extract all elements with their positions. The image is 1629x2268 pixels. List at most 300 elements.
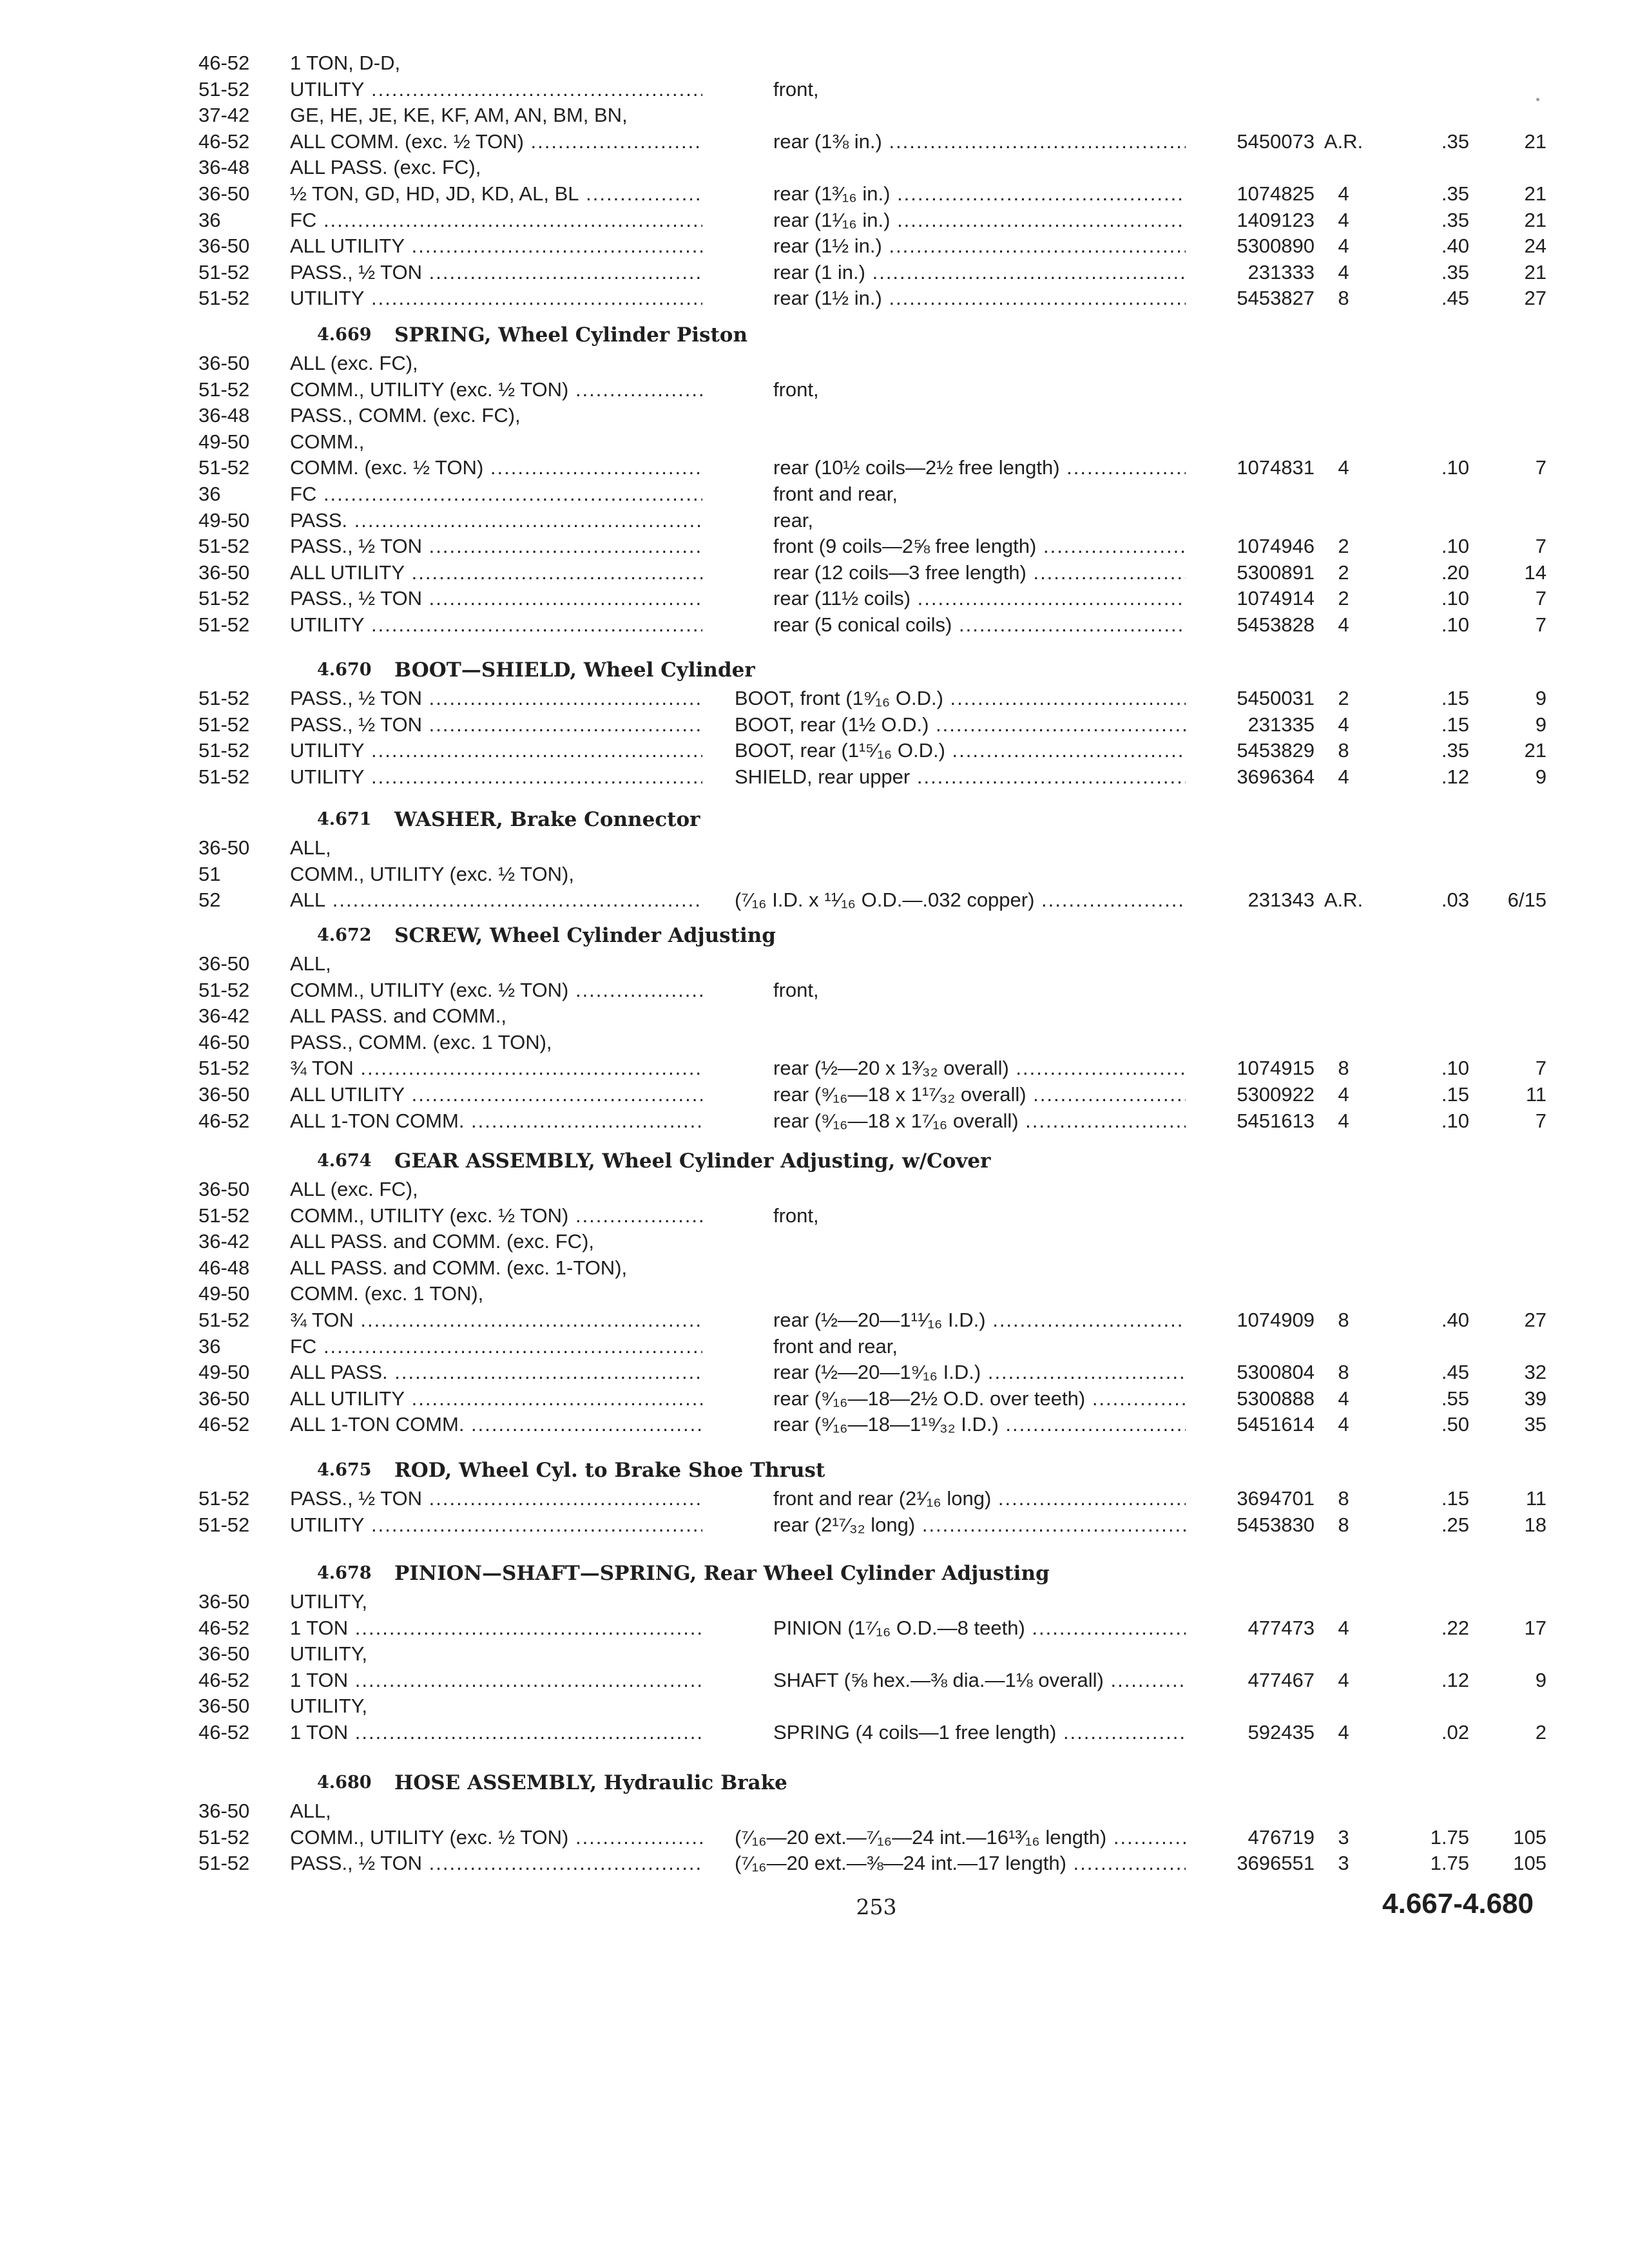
model-years: 36-42 [198,1230,250,1253]
parts-row [0,1667,1629,1693]
section-title: SCREW, Wheel Cylinder Adjusting [394,924,776,947]
list-price: 21 [1524,182,1547,205]
scan-speck [1536,98,1539,101]
dealer-price: 1.75 [1430,1852,1469,1874]
model-applicability: PASS., ½ TON ..... [290,712,702,738]
list-price: 7 [1535,1057,1547,1079]
list-price: 7 [1535,613,1547,636]
parts-row [0,181,1629,207]
model-applicability: COMM., UTILITY (exc. ½ TON) ..... [290,377,702,403]
quantity: 3 [1338,1826,1349,1849]
list-price: 39 [1524,1387,1547,1410]
model-applicability: PASS., COMM. (exc. FC), [290,404,521,427]
part-description: front, [773,78,819,101]
section-heading [0,1769,1629,1797]
parts-row [0,129,1629,155]
quantity: 8 [1338,287,1349,309]
parts-row [0,1486,1629,1512]
model-years: 46-52 [198,1721,250,1744]
list-price: 2 [1535,1721,1547,1744]
model-applicability: UTILITY ..... [290,738,702,764]
model-years: 36-50 [198,352,250,374]
part-description: BOOT, rear (1½ O.D.) ..... [735,712,1186,738]
quantity: 8 [1338,1514,1349,1536]
model-applicability: PASS., COMM. (exc. 1 TON), [290,1031,552,1053]
list-price: 21 [1524,130,1547,153]
parts-row [0,861,1629,887]
model-applicability: ALL, [290,1800,331,1822]
parts-row [0,1334,1629,1360]
model-years: 46-52 [198,1110,250,1132]
model-years: 36-42 [198,1004,250,1027]
parts-row [0,1693,1629,1719]
parts-row [0,1615,1629,1641]
quantity: 2 [1338,587,1349,610]
section-title: HOSE ASSEMBLY, Hydraulic Brake [394,1771,787,1794]
part-description: BOOT, front (1⁹⁄₁₆ O.D.) ..... [735,686,1186,711]
section-number: 4.680 [317,1773,372,1792]
parts-row [0,1412,1629,1437]
section-number: 4.675 [317,1460,372,1480]
parts-row [0,951,1629,977]
model-years: 51 [198,863,221,885]
section-title: PINION—SHAFT—SPRING, Rear Wheel Cylinder Adjusting [394,1562,1050,1585]
parts-row [0,1386,1629,1412]
quantity: 4 [1338,713,1349,736]
part-description: rear (5 conical coils) ..... [773,612,1186,638]
dealer-price: .10 [1441,456,1469,479]
model-years: 51-52 [198,378,250,401]
quantity: 8 [1338,1309,1349,1331]
model-years: 49-50 [198,1361,250,1383]
part-description: front, [773,378,819,401]
parts-row [0,977,1629,1003]
parts-row [0,835,1629,861]
parts-row [0,1641,1629,1667]
part-description: BOOT, rear (1¹⁵⁄₁₆ O.D.) ..... [735,738,1186,764]
parts-row [0,764,1629,790]
part-number: 1074825 [1237,182,1315,205]
quantity: 4 [1338,1413,1349,1436]
model-years: 51-52 [198,1852,250,1874]
model-applicability: ALL, [290,952,331,975]
model-applicability: UTILITY ..... [290,77,702,102]
model-years: 36-50 [198,182,250,205]
part-description: front and rear (2¹⁄₁₆ long) ..... [773,1486,1186,1512]
part-description: rear (1 in.) ..... [773,260,1186,285]
quantity: 8 [1338,1487,1349,1510]
model-applicability: COMM. (exc. 1 TON), [290,1282,484,1305]
dealer-price: .10 [1441,1057,1469,1079]
dealer-price: .10 [1441,535,1469,557]
parts-row [0,377,1629,403]
quantity: 4 [1338,235,1349,257]
dealer-price: .15 [1441,713,1469,736]
dealer-price: .15 [1441,687,1469,709]
model-years: 51-52 [198,535,250,557]
quantity: 4 [1338,182,1349,205]
model-applicability: ALL (exc. FC), [290,352,418,374]
model-years: 51-52 [198,687,250,709]
part-description: (⁷⁄₁₆—20 ext.—⅜—24 int.—17 length) ..... [735,1850,1186,1876]
parts-row [0,1055,1629,1081]
dealer-price: .55 [1441,1387,1469,1410]
quantity: A.R. [1324,889,1364,911]
parts-row [0,1307,1629,1333]
part-number: 5453829 [1237,739,1315,762]
list-price: 27 [1524,287,1547,309]
model-years: 36 [198,1335,221,1358]
part-description: rear (1¹⁄₁₆ in.) ..... [773,207,1186,233]
dealer-price: .35 [1441,130,1469,153]
model-years: 51-52 [198,1514,250,1536]
model-years: 51-52 [198,613,250,636]
parts-row [0,1229,1629,1254]
parts-row [0,1108,1629,1134]
model-years: 36-50 [198,1590,250,1613]
parts-row [0,455,1629,481]
part-description: front and rear, [773,483,898,505]
part-number: 3694701 [1237,1487,1315,1510]
section-heading [0,321,1629,349]
model-applicability: ALL 1-TON COMM. ..... [290,1412,702,1437]
part-description: rear (⁹⁄₁₆—18 x 1⁷⁄₁₆ overall) ..... [773,1108,1186,1134]
model-years: 49-50 [198,430,250,453]
model-applicability: PASS., ½ TON ..... [290,533,702,559]
list-price: 9 [1535,1669,1547,1691]
dealer-price: .35 [1441,739,1469,762]
model-years: 51-52 [198,1204,250,1227]
model-years: 46-52 [198,1669,250,1691]
dealer-price: .22 [1441,1617,1469,1639]
part-description: (⁷⁄₁₆—20 ext.—⁷⁄₁₆—24 int.—16¹³⁄₁₆ length) ..... [735,1825,1186,1850]
dealer-price: .50 [1441,1413,1469,1436]
model-applicability: ALL UTILITY ..... [290,1386,702,1412]
part-number: 477473 [1248,1617,1315,1639]
list-price: 7 [1535,1110,1547,1132]
part-description: rear (½—20 x 1³⁄₃₂ overall) ..... [773,1055,1186,1081]
dealer-price: .45 [1441,1361,1469,1383]
dealer-price: .10 [1441,613,1469,636]
part-description: PINION (1⁷⁄₁₆ O.D.—8 teeth) ..... [773,1615,1186,1641]
list-price: 6/15 [1507,889,1547,911]
parts-row [0,429,1629,455]
part-number: 5453827 [1237,287,1315,309]
section-heading [0,805,1629,834]
model-years: 51-52 [198,587,250,610]
part-number: 231335 [1248,713,1315,736]
list-price: 27 [1524,1309,1547,1331]
parts-row [0,50,1629,76]
parts-row [0,887,1629,913]
model-applicability: COMM., UTILITY (exc. ½ TON), [290,863,574,885]
model-years: 36-50 [198,1695,250,1717]
model-years: 46-50 [198,1031,250,1053]
section-heading [0,1456,1629,1485]
dealer-price: .10 [1441,587,1469,610]
part-number: 1074831 [1237,456,1315,479]
section-number: 4.674 [317,1151,372,1171]
part-number: 1074909 [1237,1309,1315,1331]
model-applicability: ALL UTILITY ..... [290,1082,702,1108]
quantity: 4 [1338,209,1349,231]
model-applicability: UTILITY ..... [290,612,702,638]
dealer-price: .35 [1441,261,1469,284]
model-applicability: COMM., UTILITY (exc. ½ TON) ..... [290,1825,702,1850]
model-applicability: COMM., UTILITY (exc. ½ TON) ..... [290,1203,702,1229]
parts-row [0,712,1629,738]
parts-row [0,1512,1629,1538]
parts-row [0,285,1629,311]
model-applicability: ALL 1-TON COMM. ..... [290,1108,702,1134]
part-description: front, [773,979,819,1001]
model-applicability: PASS., ½ TON ..... [290,1850,702,1876]
parts-row [0,481,1629,507]
list-price: 105 [1513,1852,1547,1874]
model-years: 46-52 [198,1413,250,1436]
model-applicability: 1 TON ..... [290,1615,702,1641]
parts-row [0,233,1629,259]
quantity: 8 [1338,739,1349,762]
part-description: SHIELD, rear upper ..... [735,764,1186,790]
model-years: 49-50 [198,509,250,532]
part-description: rear (1½ in.) ..... [773,233,1186,259]
part-description: (⁷⁄₁₆ I.D. x ¹¹⁄₁₆ O.D.—.032 copper) ..... [735,887,1186,913]
quantity: 4 [1338,1110,1349,1132]
model-applicability: ALL ..... [290,887,702,913]
quantity: 4 [1338,1617,1349,1639]
part-description: rear (⁹⁄₁₆—18—2½ O.D. over teeth) ..... [773,1386,1186,1412]
section-number: 4.678 [317,1563,372,1583]
model-applicability: FC ..... [290,1334,702,1360]
model-years: 51-52 [198,979,250,1001]
dealer-price: .15 [1441,1083,1469,1106]
parts-row [0,1798,1629,1824]
part-number: 5300922 [1237,1083,1315,1106]
model-years: 46-48 [198,1256,250,1279]
part-number: 5450031 [1237,687,1315,709]
section-title: BOOT—SHIELD, Wheel Cylinder [394,658,755,682]
dealer-price: .03 [1441,889,1469,911]
model-applicability: ½ TON, GD, HD, JD, KD, AL, BL ..... [290,181,702,207]
model-years: 51-52 [198,1826,250,1849]
list-price: 21 [1524,739,1547,762]
model-years: 51-52 [198,287,250,309]
part-number: 231343 [1248,889,1315,911]
section-heading [0,1559,1629,1588]
model-applicability: COMM., [290,430,365,453]
parts-row [0,260,1629,285]
parts-row [0,560,1629,586]
part-number: 5300891 [1237,561,1315,584]
parts-row [0,1003,1629,1029]
list-price: 105 [1513,1826,1547,1849]
quantity: 3 [1338,1852,1349,1874]
dealer-price: .02 [1441,1721,1469,1744]
quantity: 2 [1338,561,1349,584]
quantity: 4 [1338,765,1349,788]
parts-row [0,1825,1629,1850]
part-description: rear (1⅜ in.) ..... [773,129,1186,155]
part-description: rear (11½ coils) ..... [773,586,1186,611]
model-applicability: ALL (exc. FC), [290,1178,418,1200]
model-years: 46-52 [198,130,250,153]
parts-row [0,686,1629,711]
list-price: 9 [1535,687,1547,709]
part-number: 5300804 [1237,1361,1315,1383]
part-number: 231333 [1248,261,1315,284]
model-applicability: COMM., UTILITY (exc. ½ TON) ..... [290,977,702,1003]
parts-row [0,1030,1629,1055]
quantity: 4 [1338,1387,1349,1410]
part-number: 3696364 [1237,765,1315,788]
model-applicability: UTILITY, [290,1695,368,1717]
quantity: 4 [1338,613,1349,636]
dealer-price: .15 [1441,1487,1469,1510]
model-years: 51-52 [198,456,250,479]
model-applicability: PASS., ½ TON ..... [290,260,702,285]
model-applicability: 1 TON ..... [290,1720,702,1745]
part-number: 5451613 [1237,1110,1315,1132]
model-applicability: ALL PASS. and COMM. (exc. 1-TON), [290,1256,628,1279]
quantity: A.R. [1324,130,1364,153]
part-number: 5453828 [1237,613,1315,636]
model-applicability: ALL PASS. and COMM., [290,1004,506,1027]
model-years: 51-52 [198,739,250,762]
model-applicability: PASS., ½ TON ..... [290,686,702,711]
model-applicability: ALL COMM. (exc. ½ TON) ..... [290,129,702,155]
model-applicability: UTILITY, [290,1642,368,1665]
list-price: 17 [1524,1617,1547,1639]
model-years: 51-52 [198,78,250,101]
list-price: 7 [1535,587,1547,610]
parts-row [0,351,1629,376]
model-years: 36 [198,209,221,231]
parts-row [0,1360,1629,1385]
part-description: rear (12 coils—3 free length) ..... [773,560,1186,586]
dealer-price: .10 [1441,1110,1469,1132]
model-applicability: UTILITY ..... [290,285,702,311]
list-price: 9 [1535,765,1547,788]
section-heading [0,1147,1629,1175]
parts-row [0,207,1629,233]
model-years: 46-52 [198,1617,250,1639]
list-price: 18 [1524,1514,1547,1536]
list-price: 11 [1525,1487,1547,1510]
model-applicability: FC ..... [290,207,702,233]
part-description: SHAFT (⅝ hex.—⅜ dia.—1⅛ overall) ..... [773,1667,1186,1693]
parts-row [0,1589,1629,1615]
model-applicability: 1 TON ..... [290,1667,702,1693]
model-applicability: ALL, [290,836,331,859]
part-number: 1074915 [1237,1057,1315,1079]
section-heading [0,656,1629,684]
model-years: 36-50 [198,952,250,975]
parts-row [0,155,1629,180]
section-title: ROD, Wheel Cyl. to Brake Shoe Thrust [394,1459,825,1482]
part-description: rear, [773,509,814,532]
model-years: 37-42 [198,104,250,126]
part-description: rear (10½ coils—2½ free length) ..... [773,455,1186,481]
part-description: front (9 coils—2⅝ free length) ..... [773,533,1186,559]
parts-row [0,508,1629,533]
model-years: 36-50 [198,1387,250,1410]
parts-row [0,1203,1629,1229]
parts-row [0,1720,1629,1745]
quantity: 4 [1338,1721,1349,1744]
quantity: 8 [1338,1057,1349,1079]
model-years: 36-50 [198,1800,250,1822]
part-number: 1409123 [1237,209,1315,231]
part-number: 5300888 [1237,1387,1315,1410]
dealer-price: .12 [1441,765,1469,788]
model-years: 46-52 [198,52,250,74]
model-applicability: ¾ TON ..... [290,1307,702,1333]
model-years: 51-52 [198,1309,250,1331]
list-price: 24 [1524,235,1547,257]
model-years: 36-48 [198,156,250,178]
model-years: 36-50 [198,1642,250,1665]
list-price: 7 [1535,535,1547,557]
section-title: SPRING, Wheel Cylinder Piston [394,323,747,347]
list-price: 35 [1524,1413,1547,1436]
quantity: 2 [1338,687,1349,709]
part-number: 3696551 [1237,1852,1315,1874]
part-description: front, [773,1204,819,1227]
dealer-price: .35 [1441,182,1469,205]
model-applicability: COMM. (exc. ½ TON) ..... [290,455,702,481]
model-applicability: ALL UTILITY ..... [290,233,702,259]
model-years: 36 [198,483,221,505]
model-applicability: ¾ TON ..... [290,1055,702,1081]
part-description: front and rear, [773,1335,898,1358]
quantity: 4 [1338,261,1349,284]
model-years: 51-52 [198,1487,250,1510]
dealer-price: .40 [1441,235,1469,257]
dealer-price: .25 [1441,1514,1469,1536]
model-applicability: FC ..... [290,481,702,507]
parts-row [0,586,1629,611]
parts-row [0,1177,1629,1202]
part-number: 477467 [1248,1669,1315,1691]
dealer-price: .12 [1441,1669,1469,1691]
model-applicability: GE, HE, JE, KE, KF, AM, AN, BM, BN, [290,104,628,126]
quantity: 4 [1338,1669,1349,1691]
quantity: 8 [1338,1361,1349,1383]
part-description: SPRING (4 coils—1 free length) ..... [773,1720,1186,1745]
parts-row [0,102,1629,128]
list-price: 21 [1524,261,1547,284]
model-applicability: UTILITY ..... [290,764,702,790]
model-years: 52 [198,889,221,911]
list-price: 32 [1524,1361,1547,1383]
part-number: 592435 [1248,1721,1315,1744]
part-description: rear (⁹⁄₁₆—18—1¹⁹⁄₃₂ I.D.) ..... [773,1412,1186,1437]
model-years: 36-50 [198,836,250,859]
section-number: 4.669 [317,325,372,345]
part-number: 476719 [1248,1826,1315,1849]
page-number: 253 [856,1894,897,1919]
part-description: rear (1½ in.) ..... [773,285,1186,311]
part-description: rear (1³⁄₁₆ in.) ..... [773,181,1186,207]
quantity: 4 [1338,1083,1349,1106]
dealer-price: 1.75 [1430,1826,1469,1849]
model-years: 51-52 [198,713,250,736]
model-applicability: PASS., ½ TON ..... [290,1486,702,1512]
dealer-price: .45 [1441,287,1469,309]
parts-row [0,738,1629,764]
part-number: 1074914 [1237,587,1315,610]
